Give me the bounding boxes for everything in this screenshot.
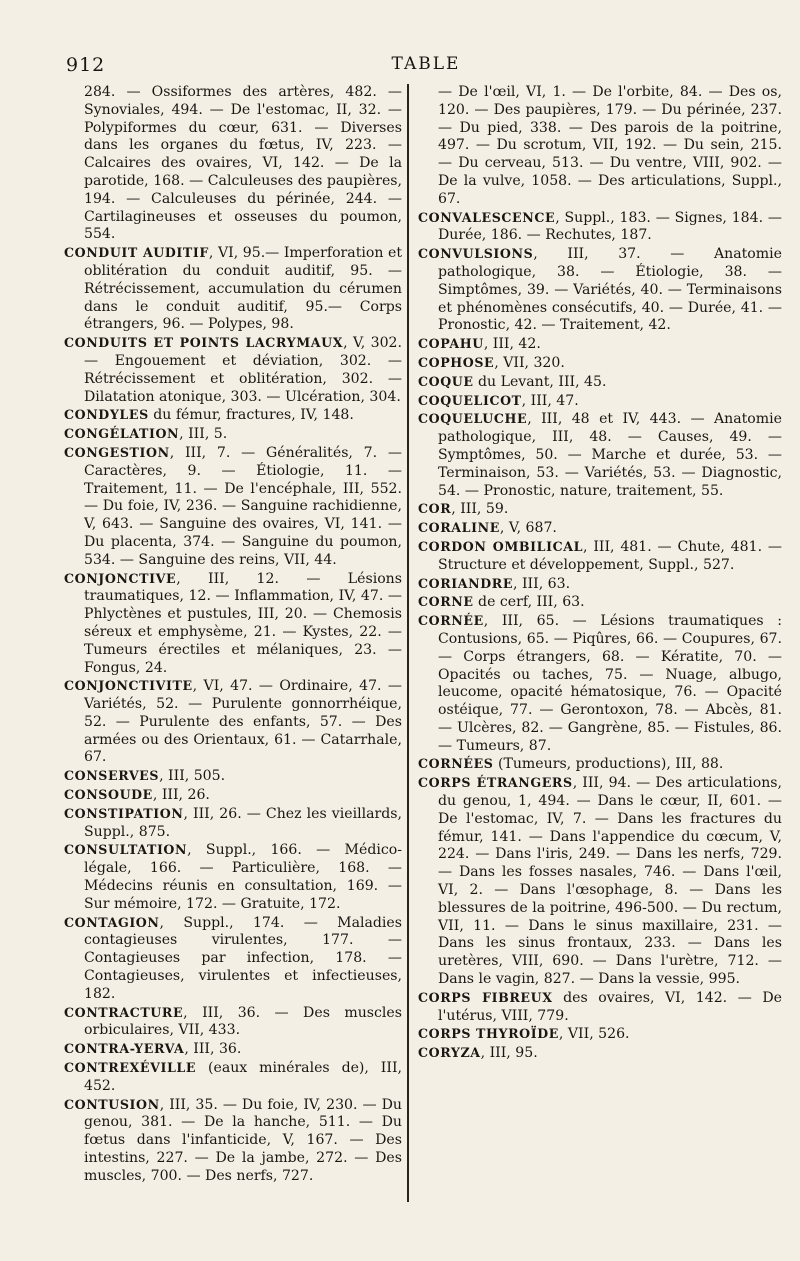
entry-heading: CONSERVES: [64, 768, 160, 784]
index-entry: [418, 373, 782, 392]
page-number: 912: [66, 54, 106, 76]
entry-text: , V, 302. — Engouement et déviation, 302. — Rétrécissement et oblitération, 302. — Dilatation atonique, 303. — Ulcération, 304.: [84, 335, 402, 405]
entry-text: , III, 36. — Des muscles orbiculaires, VII, 433.: [84, 1004, 402, 1039]
entry-text: , VI, 95.— Imperforation et oblitération du conduit auditif, 95. — Rétrécissement, accumulation du cérumen dans le conduit auditif, 95.— Corps étrangers, 96. — Polypes, 98.: [84, 245, 403, 333]
index-entry: [418, 84, 782, 209]
entry-text: , III, 94. — Des articulations, du genou, 1, 494. — Dans le cœur, II, 601. — De l'estomac, IV, 7. — Dans les fractures du fémur, 141. — Dans l'appendice du cœcum, V, 224. — Dans l'iris, 249. — Dans les nerfs, 729. — Dans les fosses nasales, 746. — Dans l'œil, VI, 2. — Dans l'œsophage, 8. — Dans les blessures de la poitrine, 496-500. — Du rectum, VII, 11. — Dans le sinus maxillaire, 231. — Dans les sinus frontaux, 233. — Dans les uretères, VIII, 690. — Dans l'urètre, 712. — Dans le vagin, 827. — Dans la vessie, 995.: [438, 775, 782, 988]
index-entry: [418, 575, 782, 594]
index-entry: [64, 914, 402, 1004]
entry-text: , VI, 47. — Ordinaire, 47. — Variétés, 52. — Purulente gonnorrhéique, 52. — Purulente des enfants, 57. — Des armées ou des Orientaux, 61. — Catarrhale, 67.: [84, 678, 402, 766]
entry-text: , III, 95.: [480, 1045, 538, 1062]
index-entry: [64, 406, 402, 425]
entry-heading: COQUELUCHE: [418, 411, 528, 427]
entry-text: (eaux minérales de), III, 452.: [84, 1060, 402, 1094]
entry-heading: CONDUIT AUDITIF: [64, 245, 209, 261]
index-entry: [64, 1040, 402, 1059]
entry-text: , III, 47.: [521, 392, 579, 409]
entry-heading: CORPS FIBREUX: [418, 989, 553, 1005]
entry-text: , V, 687.: [499, 520, 557, 537]
index-entry: [64, 570, 402, 678]
entry-text: du fémur, fractures, IV, 148.: [148, 407, 354, 424]
entry-text: , VII, 320.: [494, 354, 565, 371]
entry-text: , III, 37. — Anatomie pathologique, 38. — Étiologie, 38. — Simptômes, 39. — Variétés, 40. — Terminaisons et phénomènes consécutifs, 40. — Durée, 41. — Pronostic, 42. — Traitement, 42.: [438, 246, 782, 334]
index-entry: [418, 989, 782, 1026]
running-title: TABLE: [391, 54, 461, 74]
entry-heading: CORYZA: [418, 1045, 481, 1061]
index-entry: [418, 1044, 782, 1063]
entry-text: , III, 42.: [483, 336, 541, 353]
page-header: [66, 54, 786, 82]
index-entry: [418, 1025, 782, 1044]
entry-heading: CORDON OMBILICAL: [418, 538, 584, 554]
entry-heading: CONTREXÉVILLE: [64, 1060, 197, 1076]
entry-heading: CONTRA-YERVA: [64, 1041, 185, 1057]
entry-text: , Suppl., 166. — Médico-légale, 166. — Particulière, 168. — Médecins réunis en consultation, 169. — Sur mémoire, 172. — Gratuite, 172.: [84, 842, 402, 912]
right-column: [418, 84, 782, 1063]
left-column: [64, 84, 402, 1186]
index-entry: [418, 245, 782, 335]
entry-heading: CONSULTATION: [64, 842, 188, 858]
index-entry: [64, 1096, 402, 1186]
entry-text: , III, 26.: [152, 787, 210, 804]
entry-text: — De l'œil, VI, 1. — De l'orbite, 84. — Des os, 120. — Des paupières, 179. — Du périnée, 237. — Du pied, 338. — Des parois de la poitrine, 497. — Du scrotum, VII, 192. — Du sein, 215. — Du cerveau, 513. — Du ventre, VIII, 902. — De la vulve, 1058. — Des articulations, Suppl., 67.: [438, 84, 782, 207]
index-entry: [418, 593, 782, 612]
index-entry: [64, 1004, 402, 1041]
entry-heading: COPAHU: [418, 336, 484, 352]
index-entry: [418, 612, 782, 755]
entry-text: de cerf, III, 63.: [473, 594, 585, 611]
entry-text: , III, 48 et IV, 443. — Anatomie pathologique, III, 48. — Causes, 49. — Symptômes, 50. — Marche et durée, 53. — Terminaison, 53. — Variétés, 53. — Diagnostic, 54. — Pronostic, nature, traitement, 55.: [438, 411, 782, 499]
entry-text: , III, 63.: [513, 575, 571, 592]
entry-text: (Tumeurs, productions), III, 88.: [493, 756, 724, 773]
index-entry: [418, 519, 782, 538]
entry-text: , III, 481. — Chute, 481. — Structure et développement, Suppl., 527.: [438, 538, 782, 573]
entry-heading: CORNE: [418, 594, 474, 610]
entry-heading: CONVALESCENCE: [418, 209, 556, 225]
entry-text: , Suppl., 174. — Maladies contagieuses virulentes, 177. — Contagieuses par infection, 178. — Contagieuses, virulentes et infectieuses, 182.: [84, 914, 402, 1002]
entry-heading: CORPS THYROÏDE: [418, 1026, 559, 1042]
index-entry: [64, 84, 402, 244]
index-entry: [64, 841, 402, 913]
entry-heading: CORIANDRE: [418, 575, 514, 591]
entry-text: du Levant, III, 45.: [473, 373, 607, 390]
index-entry: [418, 538, 782, 575]
entry-text: 284. — Ossiformes des artères, 482. — Synoviales, 494. — De l'estomac, II, 32. — Polypiformes du cœur, 631. — Diverses dans les organes du fœtus, IV, 223. — Calcaires des ovaires, VI, 142. — De la parotide, 168. — Calculeuses des paupières, 194. — Calculeuses du périnée, 244. — Cartilagineuses et osseuses du poumon, 554.: [84, 84, 402, 243]
entry-heading: CONTAGION: [64, 914, 160, 930]
entry-text: , III, 12. — Lésions traumatiques, 12. — Inflammation, IV, 47. — Phlyctènes et pustules, III, 20. — Chemosis séreux et emphysème, 21. — Kystes, 22. — Tumeurs érectiles et mélaniques, 23. — Fongus, 24.: [84, 570, 402, 676]
index-entry: [64, 677, 402, 767]
index-entry: [418, 392, 782, 411]
index-entry: [64, 334, 402, 406]
entry-heading: CORNÉE: [418, 613, 484, 629]
entry-heading: CORALINE: [418, 520, 500, 536]
entry-text: , III, 59.: [451, 501, 509, 518]
entry-heading: CONJONCTIVE: [64, 570, 177, 586]
index-entry: [64, 1059, 402, 1096]
index-entry: [64, 244, 402, 334]
entry-heading: CONGESTION: [64, 444, 170, 460]
entry-heading: COR: [418, 501, 452, 517]
index-entry: [418, 209, 782, 246]
entry-text: , III, 65. — Lésions traumatiques : Contusions, 65. — Piqûres, 66. — Coupures, 67. — Corps étrangers, 68. — Kératite, 70. — Opacités ou taches, 75. — Nuage, albugo, leucome, opacité hématosique, 76. — Opacité ostéique, 77. — Gerontoxon, 78. — Abcès, 81. — Ulcères, 82. — Gangrène, 85. — Fistules, 86. — Tumeurs, 87.: [438, 613, 782, 754]
index-entry: [418, 354, 782, 373]
entry-text: , Suppl., 183. — Signes, 184. — Durée, 186. — Rechutes, 187.: [438, 209, 782, 244]
entry-heading: COQUE: [418, 373, 474, 389]
index-entry: [418, 755, 782, 774]
entry-heading: COPHOSE: [418, 354, 495, 370]
index-entry: [64, 767, 402, 786]
entry-heading: COQUELICOT: [418, 392, 522, 408]
entry-text: , III, 5.: [179, 426, 228, 443]
index-entry: [64, 805, 402, 842]
entry-text: des ovaires, VI, 142. — De l'utérus, VIII, 779.: [438, 989, 782, 1024]
entry-heading: CONJONCTIVITE: [64, 678, 193, 694]
entry-heading: CORNÉES: [418, 756, 494, 772]
entry-heading: CONSTIPATION: [64, 805, 184, 821]
entry-text: , III, 505.: [159, 768, 226, 785]
index-entry: [418, 410, 782, 500]
entry-heading: CONDYLES: [64, 407, 149, 423]
index-entry: [418, 335, 782, 354]
entry-heading: CONTUSION: [64, 1096, 160, 1112]
entry-heading: CONSOUDE: [64, 787, 153, 803]
index-entry: [418, 500, 782, 519]
entry-text: , III, 35. — Du foie, IV, 230. — Du genou, 381. — De la hanche, 511. — Du fœtus dans l'infanticide, V, 167. — Des intestins, 227. — De la jambe, 272. — Des muscles, 700. — Des nerfs, 727.: [84, 1096, 402, 1184]
index-entry: [64, 786, 402, 805]
index-entry: [64, 444, 402, 570]
entry-heading: CONTRACTURE: [64, 1004, 184, 1020]
index-entry: [64, 425, 402, 444]
index-entry: [418, 774, 782, 989]
entry-heading: CORPS ÉTRANGERS: [418, 775, 573, 791]
entry-text: , VII, 526.: [558, 1026, 630, 1043]
entry-text: , III, 36.: [184, 1041, 242, 1058]
entry-heading: CONVULSIONS: [418, 246, 534, 262]
column-divider: [407, 84, 409, 1202]
entry-heading: CONGÉLATION: [64, 426, 180, 442]
entry-heading: CONDUITS ET POINTS LACRYMAUX: [64, 335, 344, 351]
entry-text: , III, 26. — Chez les vieillards, Suppl., 875.: [84, 805, 402, 840]
entry-text: , III, 7. — Généralités, 7. — Caractères, 9. — Étiologie, 11. — Traitement, 11. — De l'encéphale, III, 552. — Du foie, IV, 236. — Sanguine rachidienne, V, 643. — Sanguine des ovaires, VI, 141. — Du placenta, 374. — Sanguine du poumon, 534. — Sanguine des reins, VII, 44.: [84, 444, 402, 568]
